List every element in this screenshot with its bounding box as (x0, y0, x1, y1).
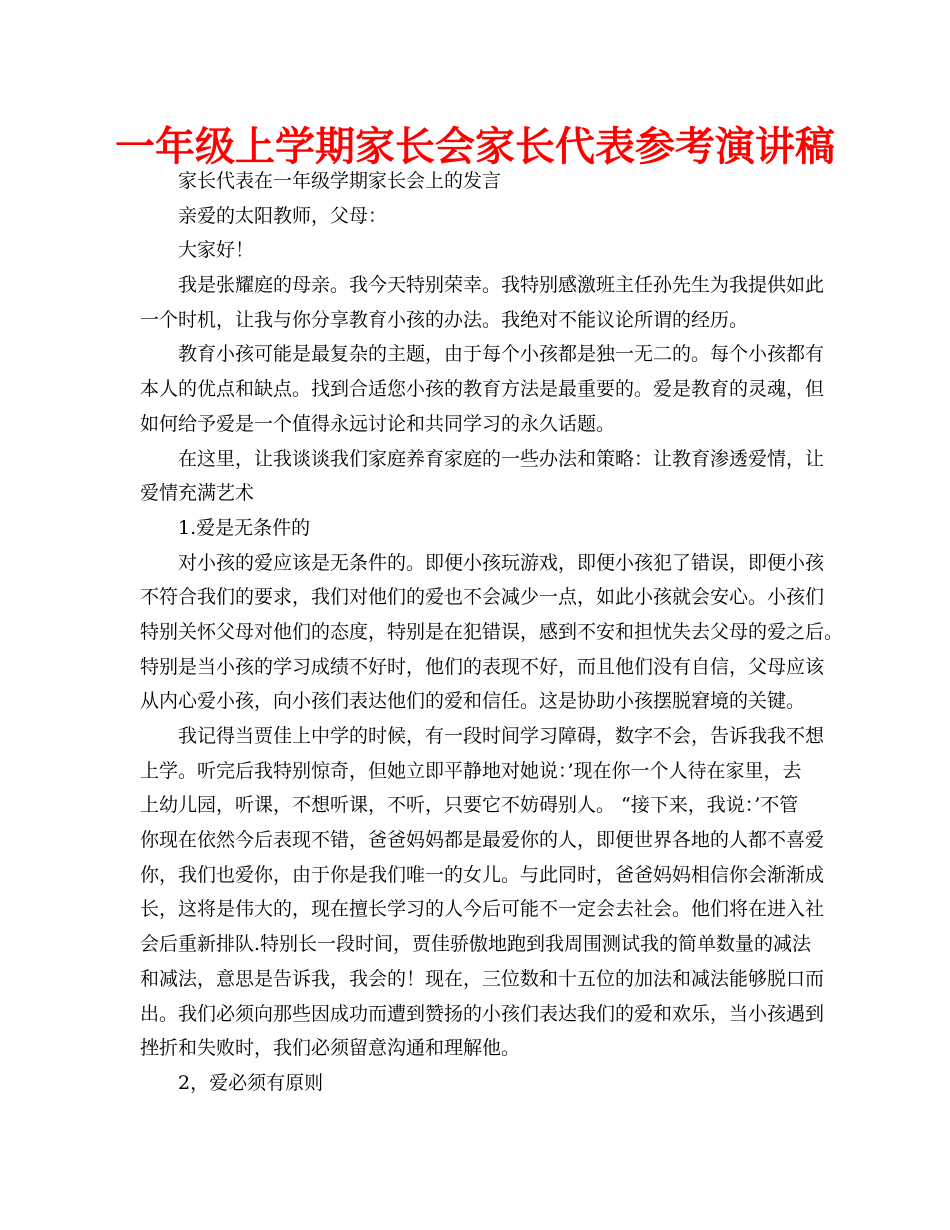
paragraph-line: 亲爱的太阳教师，父母： (178, 204, 388, 227)
paragraph-line: 爱情充满艺术 (140, 482, 255, 505)
paragraph-line: 教育小孩可能是最复杂的主题，由于每个小孩都是独一无二的。每个小孩都有 (178, 343, 825, 366)
paragraph-line: 对小孩的爱应该是无条件的。即便小孩玩游戏，即便小孩犯了错误，即便小孩 (178, 551, 825, 574)
document-body (140, 164, 844, 1101)
paragraph-line: 上幼儿园，听课，不想听课，不听，只要它不妨碍别人。 “接下来，我说：’不管 (140, 794, 799, 817)
paragraph-line: 你，我们也爱你，由于你是我们唯一的女儿。与此同时，爸爸妈妈相信你会渐渐成 (140, 863, 825, 886)
paragraph-line: 一个时机，让我与你分享教育小孩的办法。我绝对不能议论所谓的经历。 (140, 308, 749, 331)
paragraph-line: 1.爱是无条件的 (178, 516, 311, 539)
document-title: 一年级上学期家长会家长代表参考演讲稿 (115, 124, 835, 170)
paragraph-line: 2，爱必须有原则 (178, 1071, 324, 1094)
paragraph-line: 大家好！ (178, 239, 255, 262)
paragraph-line: 会后重新排队.特别长一段时间，贾佳骄傲地跑到我周围测试我的简单数量的减法 (140, 933, 812, 956)
paragraph-line: 不符合我们的要求，我们对他们的爱也不会减少一点，如此小孩就会安心。小孩们 (140, 586, 825, 609)
paragraph-line: 和减法，意思是告诉我，我会的！现在，三位数和十五位的加法和减法能够脱口而 (140, 967, 825, 990)
paragraph-line: 特别关怀父母对他们的态度，特别是在犯错误，感到不安和担忧失去父母的爱之后。 (140, 620, 844, 643)
paragraph-line: 家长代表在一年级学期家长会上的发言 (178, 170, 502, 192)
paragraph-line: 在这里，让我谈谈我们家庭养育家庭的一些办法和策略：让教育渗透爱情，让 (178, 447, 825, 470)
paragraph-line: 特别是当小孩的学习成绩不好时，他们的表现不好，而且他们没有自信，父母应该 (140, 655, 825, 678)
paragraph-line: 从内心爱小孩，向小孩们表达他们的爱和信任。这是协助小孩摆脱窘境的关键。 (140, 690, 806, 713)
paragraph-line: 我是张耀庭的母亲。我今天特别荣幸。我特别感激班主任孙先生为我提供如此 (178, 274, 825, 297)
paragraph-line: 如何给予爱是一个值得永远讨论和共同学习的永久话题。 (140, 412, 616, 435)
paragraph-line: 上学。听完后我特别惊奇，但她立即平静地对她说：’现在你一个人待在家里，去 (140, 759, 802, 782)
paragraph-line: 你现在依然今后表现不错，爸爸妈妈都是最爱你的人，即便世界各地的人都不喜爱 (140, 829, 825, 852)
paragraph-line: 我记得当贾佳上中学的时候，有一段时间学习障碍，数字不会，告诉我我不想 (178, 725, 825, 747)
paragraph-line: 长，这将是伟大的，现在擅长学习的人今后可能不一定会去社会。他们将在进入社 (140, 898, 825, 921)
paragraph-line: 出。我们必须向那些因成功而遭到赞扬的小孩们表达我们的爱和欢乐，当小孩遇到 (140, 1002, 825, 1025)
paragraph-line: 本人的优点和缺点。找到合适您小孩的教育方法是最重要的。爱是教育的灵魂，但 (140, 378, 825, 401)
paragraph-line: 挫折和失败时，我们必须留意沟通和理解他。 (140, 1037, 521, 1060)
